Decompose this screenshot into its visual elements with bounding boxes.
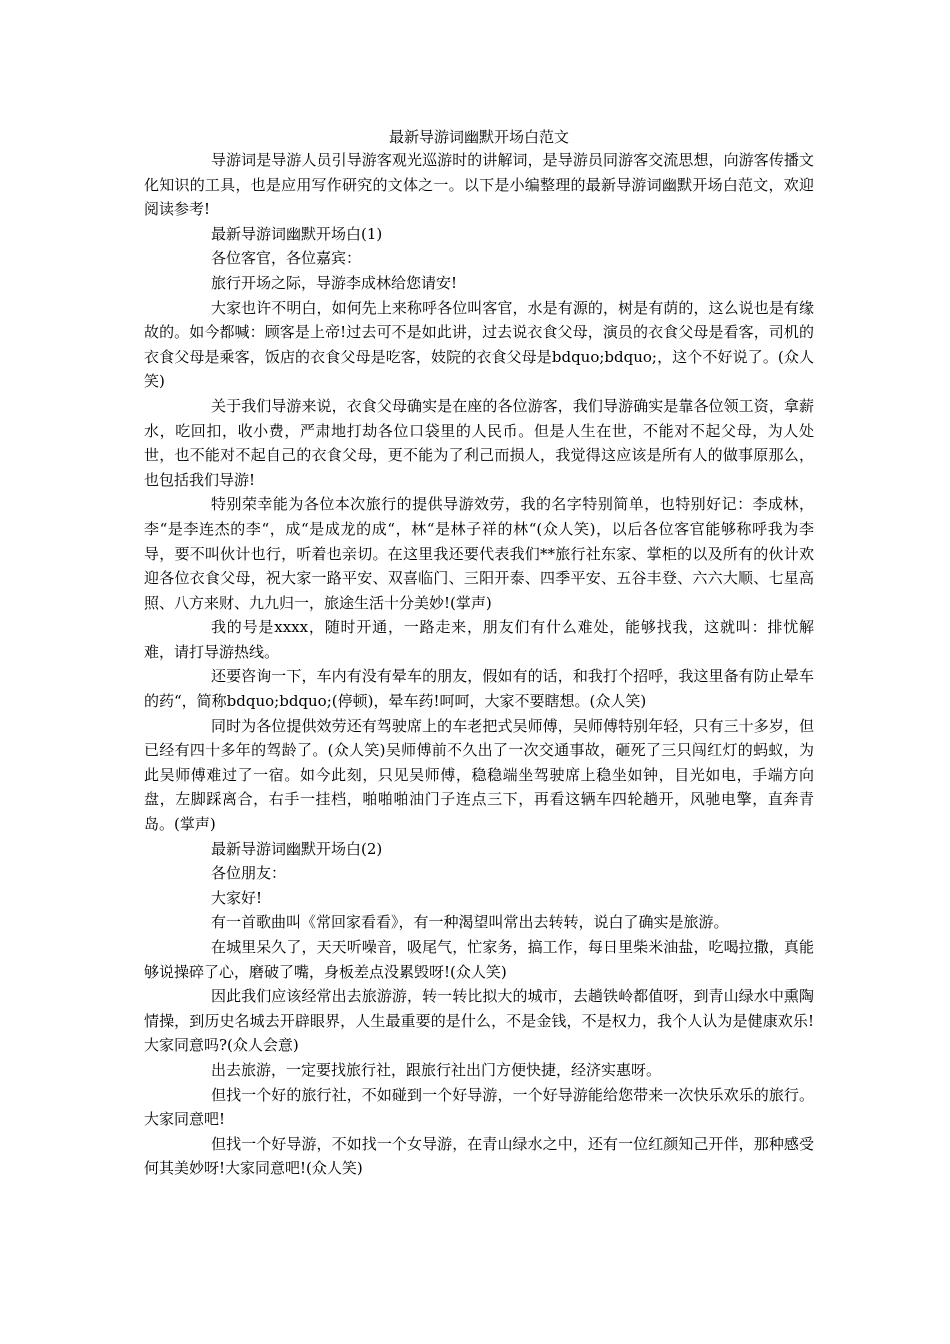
section-heading-2: 最新导游词幽默开场白(2) <box>211 839 383 858</box>
document-title: 最新导游词幽默开场白范文 <box>388 128 569 146</box>
document-body <box>144 126 814 1181</box>
paragraph: 因此我们应该经常出去旅游游，转一转比拟大的城市，去趟铁岭都值呀，到青山绿水中熏陶情操，到历史名城去开辟眼界，人生最重要的是什么，不是金钱，不是权力，我个人认为是健康欢乐!大家同意吗?(众人会意) <box>144 987 814 1055</box>
paragraph: 但找一个好的旅行社，不如碰到一个好导游，一个好导游能给您带来一次快乐欢乐的旅行。大家同意吧! <box>144 1085 814 1129</box>
paragraph: 我的号是xxxx，随时开通，一路走来，朋友们有什么难处，能够找我，这就叫：排忧解难，请打导游热线。 <box>144 618 814 661</box>
paragraph: 各位朋友： <box>211 864 287 883</box>
paragraph: 但找一个好导游，不如找一个女导游，在青山绿水之中，还有一位红颜知己开伴，那种感受何其美妙呀!大家同意吧!(众人笑) <box>144 1134 814 1178</box>
paragraph: 关于我们导游来说，衣食父母确实是在座的各位游客，我们导游确实是靠各位领工资，拿薪水，吃回扣，收小费，严肃地打劫各位口袋里的人民币。但是人生在世，不能对不起父母，为人处世，也不能对不起自己的衣食父母，更不能为了利己而损人，我觉得这应该是所有人的做事原那么，也包括我们导游! <box>144 396 814 489</box>
paragraph: 特别荣幸能为各位本次旅行的提供导游效劳，我的名字特别简单，也特别好记：李成林，李“是李连杰的李“，成“是成龙的成“，林“是林子祥的林“(众人笑)，以后各位客官能够称呼我为李导，要不叫伙计也行，听着也亲切。在这里我还要代表我们**旅行社东家、掌柜的以及所有的伙计欢迎各位衣食父母，祝大家一路平安、双喜临门、三阳开泰、四季平安、五谷丰登、六六大顺、七星高照、八方来财、九九归一，旅途生活十分美妙!(掌声) <box>144 495 814 612</box>
paragraph: 大家也许不明白，如何先上来称呼各位叫客官，水是有源的，树是有荫的，这么说也是有缘故的。如今都喊：顾客是上帝!过去可不是如此讲，过去说衣食父母，演员的衣食父母是看客，司机的衣食父母是乘客，饭店的衣食父母是吃客，妓院的衣食父母是bdquo;bdquo;，这个不好说了。(众人笑) <box>144 298 814 391</box>
paragraph: 各位客官，各位嘉宾： <box>211 249 362 268</box>
paragraph: 大家好! <box>211 888 263 907</box>
paragraph: 有一首歌曲叫《常回家看看》，有一种渴望叫常出去转转，说白了确实是旅游。 <box>211 913 729 932</box>
intro-paragraph: 导游词是导游人员引导游客观光巡游时的讲解词，是导游员同游客交流思想，向游客传播文化知识的工具，也是应用写作研究的文体之一。以下是小编整理的最新导游词幽默开场白范文，欢迎阅读参考! <box>144 151 814 219</box>
paragraph: 在城里呆久了，天天听噪音，吸尾气，忙家务，搞工作，每日里柴米油盐，吃喝拉撒，真能够说操碎了心，磨破了嘴，身板差点没累毁呀!(众人笑) <box>144 938 814 981</box>
paragraph: 出去旅游，一定要找旅行社，跟旅行社出门方便快捷，经济实惠呀。 <box>211 1060 662 1079</box>
section-heading-1: 最新导游词幽默开场白(1) <box>211 224 383 243</box>
paragraph: 旅行开场之际，导游李成林给您请安! <box>211 273 458 292</box>
paragraph: 还要咨询一下，车内有没有晕车的朋友，假如有的话，和我打个招呼，我这里备有防止晕车的药“，简称bdquo;bdquo;(停顿)，晕车药!呵呵，大家不要瞎想。(众人笑) <box>144 667 814 711</box>
paragraph: 同时为各位提供效劳还有驾驶席上的车老把式吴师傅，吴师傅特别年轻，只有三十多岁，但已经有四十多年的驾龄了。(众人笑)吴师傅前不久出了一次交通事故，砸死了三只闯红灯的蚂蚁，为此吴师傅难过了一宿。如今此刻，只见吴师傅，稳稳端坐驾驶席上稳坐如钟，目光如电，手端方向盘，左脚踩离合，右手一挂档，啪啪啪油门子连点三下，再看这辆车四轮趟开，风驰电擎，直奔青岛。(掌声) <box>144 716 814 834</box>
